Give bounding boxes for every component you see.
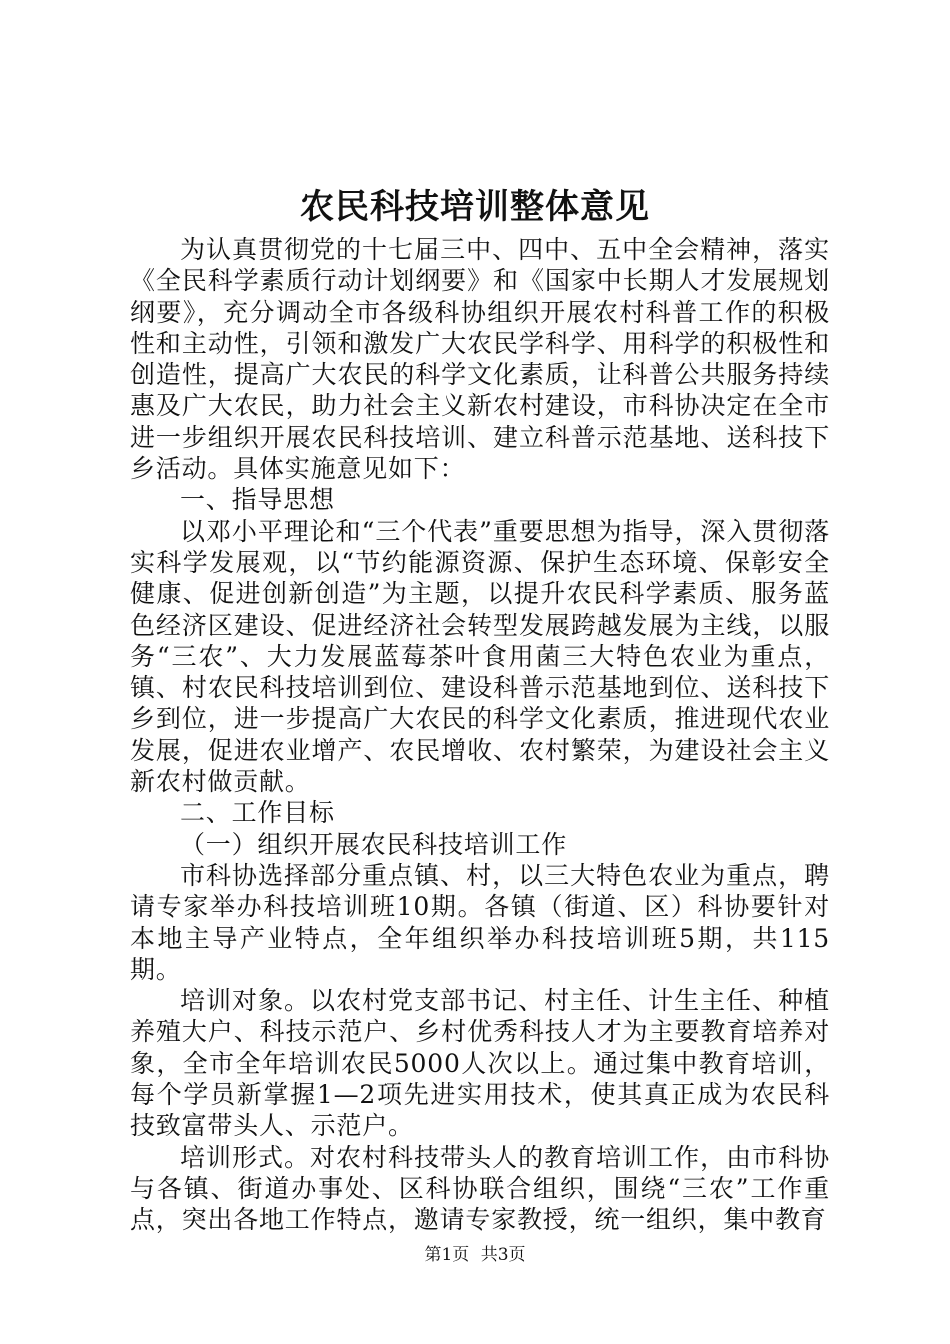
subheading-training-work: （一）组织开展农民科技培训工作 — [180, 829, 568, 859]
paragraph-training-format: 培训形式。对农村科技带头人的教育培训工作，由市科协与各镇、街道办事处、区科协联合组织，围绕“三农”工作重点，突出各地工作特点，邀请专家教授，统一组织，集中教育 — [130, 1142, 830, 1235]
page-total: 共3页 — [480, 1245, 526, 1265]
paragraph-guiding-ideology: 以邓小平理论和“三个代表”重要思想为指导，深入贯彻落实科学发展观，以“节约能源资源、保护生态环境、保彰安全健康、促进创新创造”为主题，以提升农民科学素质、服务蓝色经济区建设、促进经济社会转型发展跨越发展为主线，以服务“三农”、大力发展蓝莓茶叶食用菌三大特色农业为重点，镇、村农民科技培训到位、建设科普示范基地到位、送科技下乡到位，进一步提高广大农民的科学文化素质，推进现代农业发展，促进农业增产、农民增收、农村繁荣，为建设社会主义新农村做贡献。 — [130, 516, 830, 797]
paragraph-training-classes: 市科协选择部分重点镇、村，以三大特色农业为重点，聘请专家举办科技培训班10期。各镇（街道、区）科协要针对本地主导产业特点，全年组织举办科技培训班5期，共115期。 — [130, 860, 830, 984]
page-number: 第1页 — [424, 1245, 470, 1265]
paragraph-intro: 为认真贯彻党的十七届三中、四中、五中全会精神，落实《全民科学素质行动计划纲要》和《国家中长期人才发展规划纲要》，充分调动全市各级科协组织开展农村科普工作的积极性和主动性，引领和激发广大农民学科学、用科学的积极性和创造性，提高广大农民的科学文化素质，让科普公共服务持续惠及广大农民，助力社会主义新农村建设，市科协决定在全市进一步组织开展农民科技培训、建立科普示范基地、送科技下乡活动。具体实施意见如下： — [130, 235, 830, 484]
document-body — [130, 234, 830, 1236]
page-footer — [0, 1243, 950, 1267]
paragraph-training-targets: 培训对象。以农村党支部书记、村主任、计生主任、种植养殖大户、科技示范户、乡村优秀科技人才为主要教育培养对象，全市全年培训农民5000人次以上。通过集中教育培训，每个学员新掌握1—2项先进实用技术，使其真正成为农民科技致富带头人、示范户。 — [130, 986, 830, 1141]
heading-guiding-ideology: 一、指导思想 — [180, 485, 335, 515]
heading-work-goals: 二、工作目标 — [180, 798, 335, 828]
document-title: 农民科技培训整体意见 — [300, 187, 650, 227]
